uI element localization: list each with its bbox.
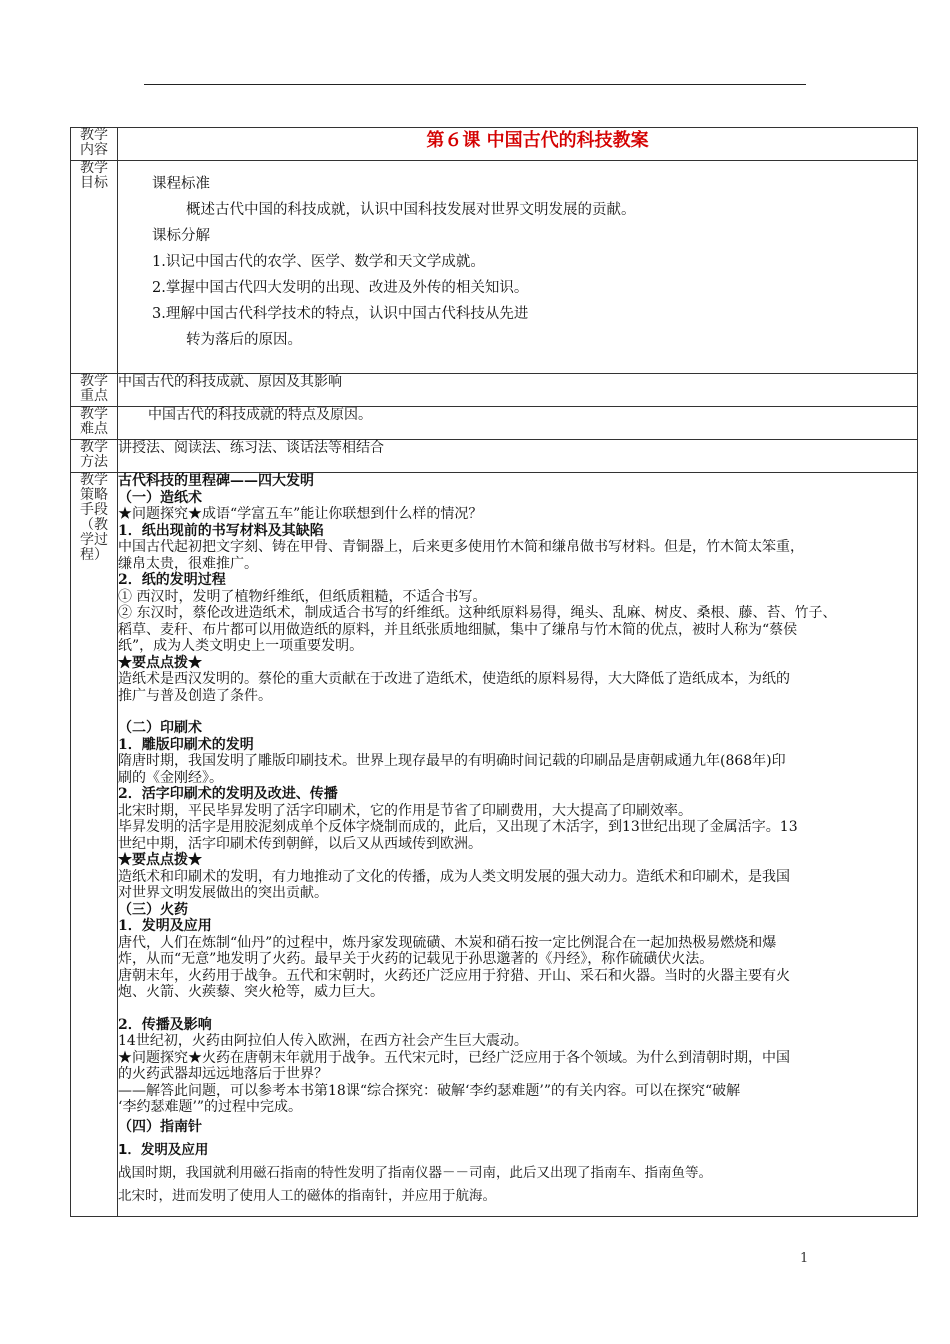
body-line: 唐朝末年，火药用于战争。五代和宋朝时，火药还广泛应用于狩猎、开山、采石和火器。当时的火器主要有火: [118, 967, 790, 984]
body-line: 纸”，成为人类文明史上一项重要发明。: [118, 638, 364, 654]
subsection-heading: （一）造纸术: [118, 489, 202, 506]
point-heading: 2．纸的发明过程: [118, 572, 226, 588]
row-difficulties: [71, 407, 918, 440]
label-objectives: 教学 目标: [71, 161, 118, 374]
key-points-text: 中国古代的科技成就、原因及其影响: [118, 374, 342, 390]
body-line: 北宋时期，平民毕昇发明了活字印刷术，它的作用是节省了印刷费用，大大提高了印刷效率。: [118, 802, 692, 819]
point-heading: 2．传播及影响: [118, 1016, 212, 1033]
body-line: 炸，从而“无意”地发明了火药。最早关于火药的记载见于孙思邈著的《丹经》，称作硫磺伏火法。: [118, 951, 714, 967]
body-line: ② 东汉时，蔡伦改进造纸术，制成适合书写的纤维纸。这种纸原料易得，绳头、乱麻、树皮、桑根、藤、苔、竹子、: [118, 605, 837, 621]
objective-line: 3.理解中国古代科学技术的特点，认识中国古代科技从先进: [152, 306, 529, 322]
body-line: 毕昇发明的活字是用胶泥刻成单个反体字烧制而成的，此后，又出现了木活字，到13世纪出现了金属活字。13: [118, 819, 798, 835]
tip-heading: ★要点点拨★: [118, 852, 202, 868]
objectives-cell: [118, 161, 918, 374]
key-points-cell: [118, 374, 918, 407]
row-methods: [71, 440, 918, 473]
question-line: ★问题探究★火药在唐朝末年就用于战争。五代宋元时，已经广泛应用于各个领域。为什么到清朝时期，中国: [118, 1049, 790, 1066]
row-objectives: [71, 161, 918, 374]
subsection-heading: （二）印刷术: [118, 720, 202, 736]
objective-line: 转为落后的原因。: [186, 332, 302, 348]
lesson-title: 第６课 中国古代的科技教案: [426, 130, 649, 151]
body-line: 14世纪初，火药由阿拉伯人传入欧洲，在西方社会产生巨大震动。: [118, 1033, 528, 1049]
methods-cell: [118, 440, 918, 473]
body-line: 造纸术是西汉发明的。蔡伦的重大贡献在于改进了造纸术，使造纸的原料易得，大大降低了造纸成本，为纸的: [118, 671, 790, 687]
label-key-points: 教学 重点: [71, 374, 118, 407]
body-line: ——解答此问题，可以参考本书第18课“综合探究：破解‘李约瑟难题’”的有关内容。可以在探究“破解: [118, 1082, 741, 1099]
spacer: [118, 704, 917, 720]
content-cell: [118, 128, 918, 161]
section-heading: 古代科技的里程碑——四大发明: [118, 473, 314, 489]
label-methods: 教学 方法: [71, 440, 118, 473]
body-line: 炮、火箭、火蒺藜、突火枪等，威力巨大。: [118, 984, 384, 1000]
point-heading: 1．雕版印刷术的发明: [118, 736, 254, 753]
row-process: [71, 473, 918, 1217]
body-line: 中国古代起初把文字刻、铸在甲骨、青铜器上，后来更多使用竹木简和缣帛做书写材料。但是，竹木简太笨重，: [118, 539, 804, 555]
body-line: ① 西汉时，发明了植物纤维纸，但纸质粗糙，不适合书写。: [118, 588, 487, 605]
objective-heading: 课程标准: [152, 176, 210, 192]
objective-line: 2.掌握中国古代四大发明的出现、改进及外传的相关知识。: [152, 280, 529, 296]
body-line: 缣帛太贵，很难推广。: [118, 555, 258, 572]
point-heading: 1．纸出现前的书写材料及其缺陷: [118, 522, 324, 539]
body-line: 造纸术和印刷术的发明，有力地推动了文化的传播，成为人类文明发展的强大动力。造纸术和印刷术，是我国: [118, 868, 790, 885]
difficulties-cell: [118, 407, 918, 440]
body-line: 唐代，人们在炼制“仙丹”的过程中，炼丹家发现硫磺、木炭和硝石按一定比例混合在一起加热极易燃烧和爆: [118, 934, 777, 951]
point-heading: 1．发明及应用: [118, 918, 212, 934]
body-line: 战国时期，我国就利用磁石指南的特性发明了指南仪器－－司南，此后又出现了指南车、指南鱼等。: [118, 1164, 712, 1181]
objective-line: 1.识记中国古代的农学、医学、数学和天文学成就。: [152, 254, 485, 270]
body-line: 推广与普及创造了条件。: [118, 687, 272, 704]
subsection-heading: （三）火药: [118, 901, 188, 918]
body-line: 世纪中期，活字印刷术传到朝鲜，以后又从西域传到欧洲。: [118, 835, 482, 852]
question-line: 的火药武器却远远地落后于世界？: [118, 1066, 328, 1082]
point-heading: 1．发明及应用: [118, 1141, 209, 1158]
label-difficulties: 教学 难点: [71, 407, 118, 440]
label-process: 教学 策略 手段 （教 学过 程）: [71, 473, 118, 1217]
methods-text: 讲授法、阅读法、练习法、谈话法等相结合: [118, 440, 384, 456]
body-line: ‘李约瑟难题’”的过程中完成。: [118, 1099, 303, 1115]
label-content: 教学 内容: [71, 128, 118, 161]
body-line: 北宋时，进而发明了使用人工的磁体的指南针，并应用于航海。: [118, 1187, 496, 1204]
objective-line: 概述古代中国的科技成就，认识中国科技发展对世界文明发展的贡献。: [186, 202, 636, 218]
tip-heading: ★要点点拨★: [118, 654, 202, 671]
page-number: 1: [800, 1251, 809, 1266]
lesson-plan-table: [70, 127, 918, 1217]
process-cell: [118, 473, 918, 1217]
difficulties-text: 中国古代的科技成就的特点及原因。: [148, 407, 372, 423]
spacer: [118, 1001, 917, 1017]
row-content: [71, 128, 918, 161]
body-line: 稻草、麦秆、布片都可以用做造纸的原料，并且纸张质地细腻，集中了缣帛与竹木简的优点，被时人称为“蔡侯: [118, 621, 798, 638]
point-heading: 2．活字印刷术的发明及改进、传播: [118, 786, 338, 802]
body-line: 隋唐时期，我国发明了雕版印刷技术。世界上现存最早的有明确时间记载的印刷品是唐朝咸通九年(868年)印: [118, 753, 786, 769]
body-line: 对世界文明发展做出的突出贡献。: [118, 885, 328, 901]
objective-heading: 课标分解: [152, 228, 210, 244]
question-line: ★问题探究★成语“学富五车”能让你联想到什么样的情况？: [118, 506, 483, 522]
header-rule: [144, 84, 806, 85]
body-line: 刷的《金刚经》。: [118, 769, 223, 786]
subsection-heading: （四）指南针: [118, 1118, 202, 1135]
row-key-points: [71, 374, 918, 407]
